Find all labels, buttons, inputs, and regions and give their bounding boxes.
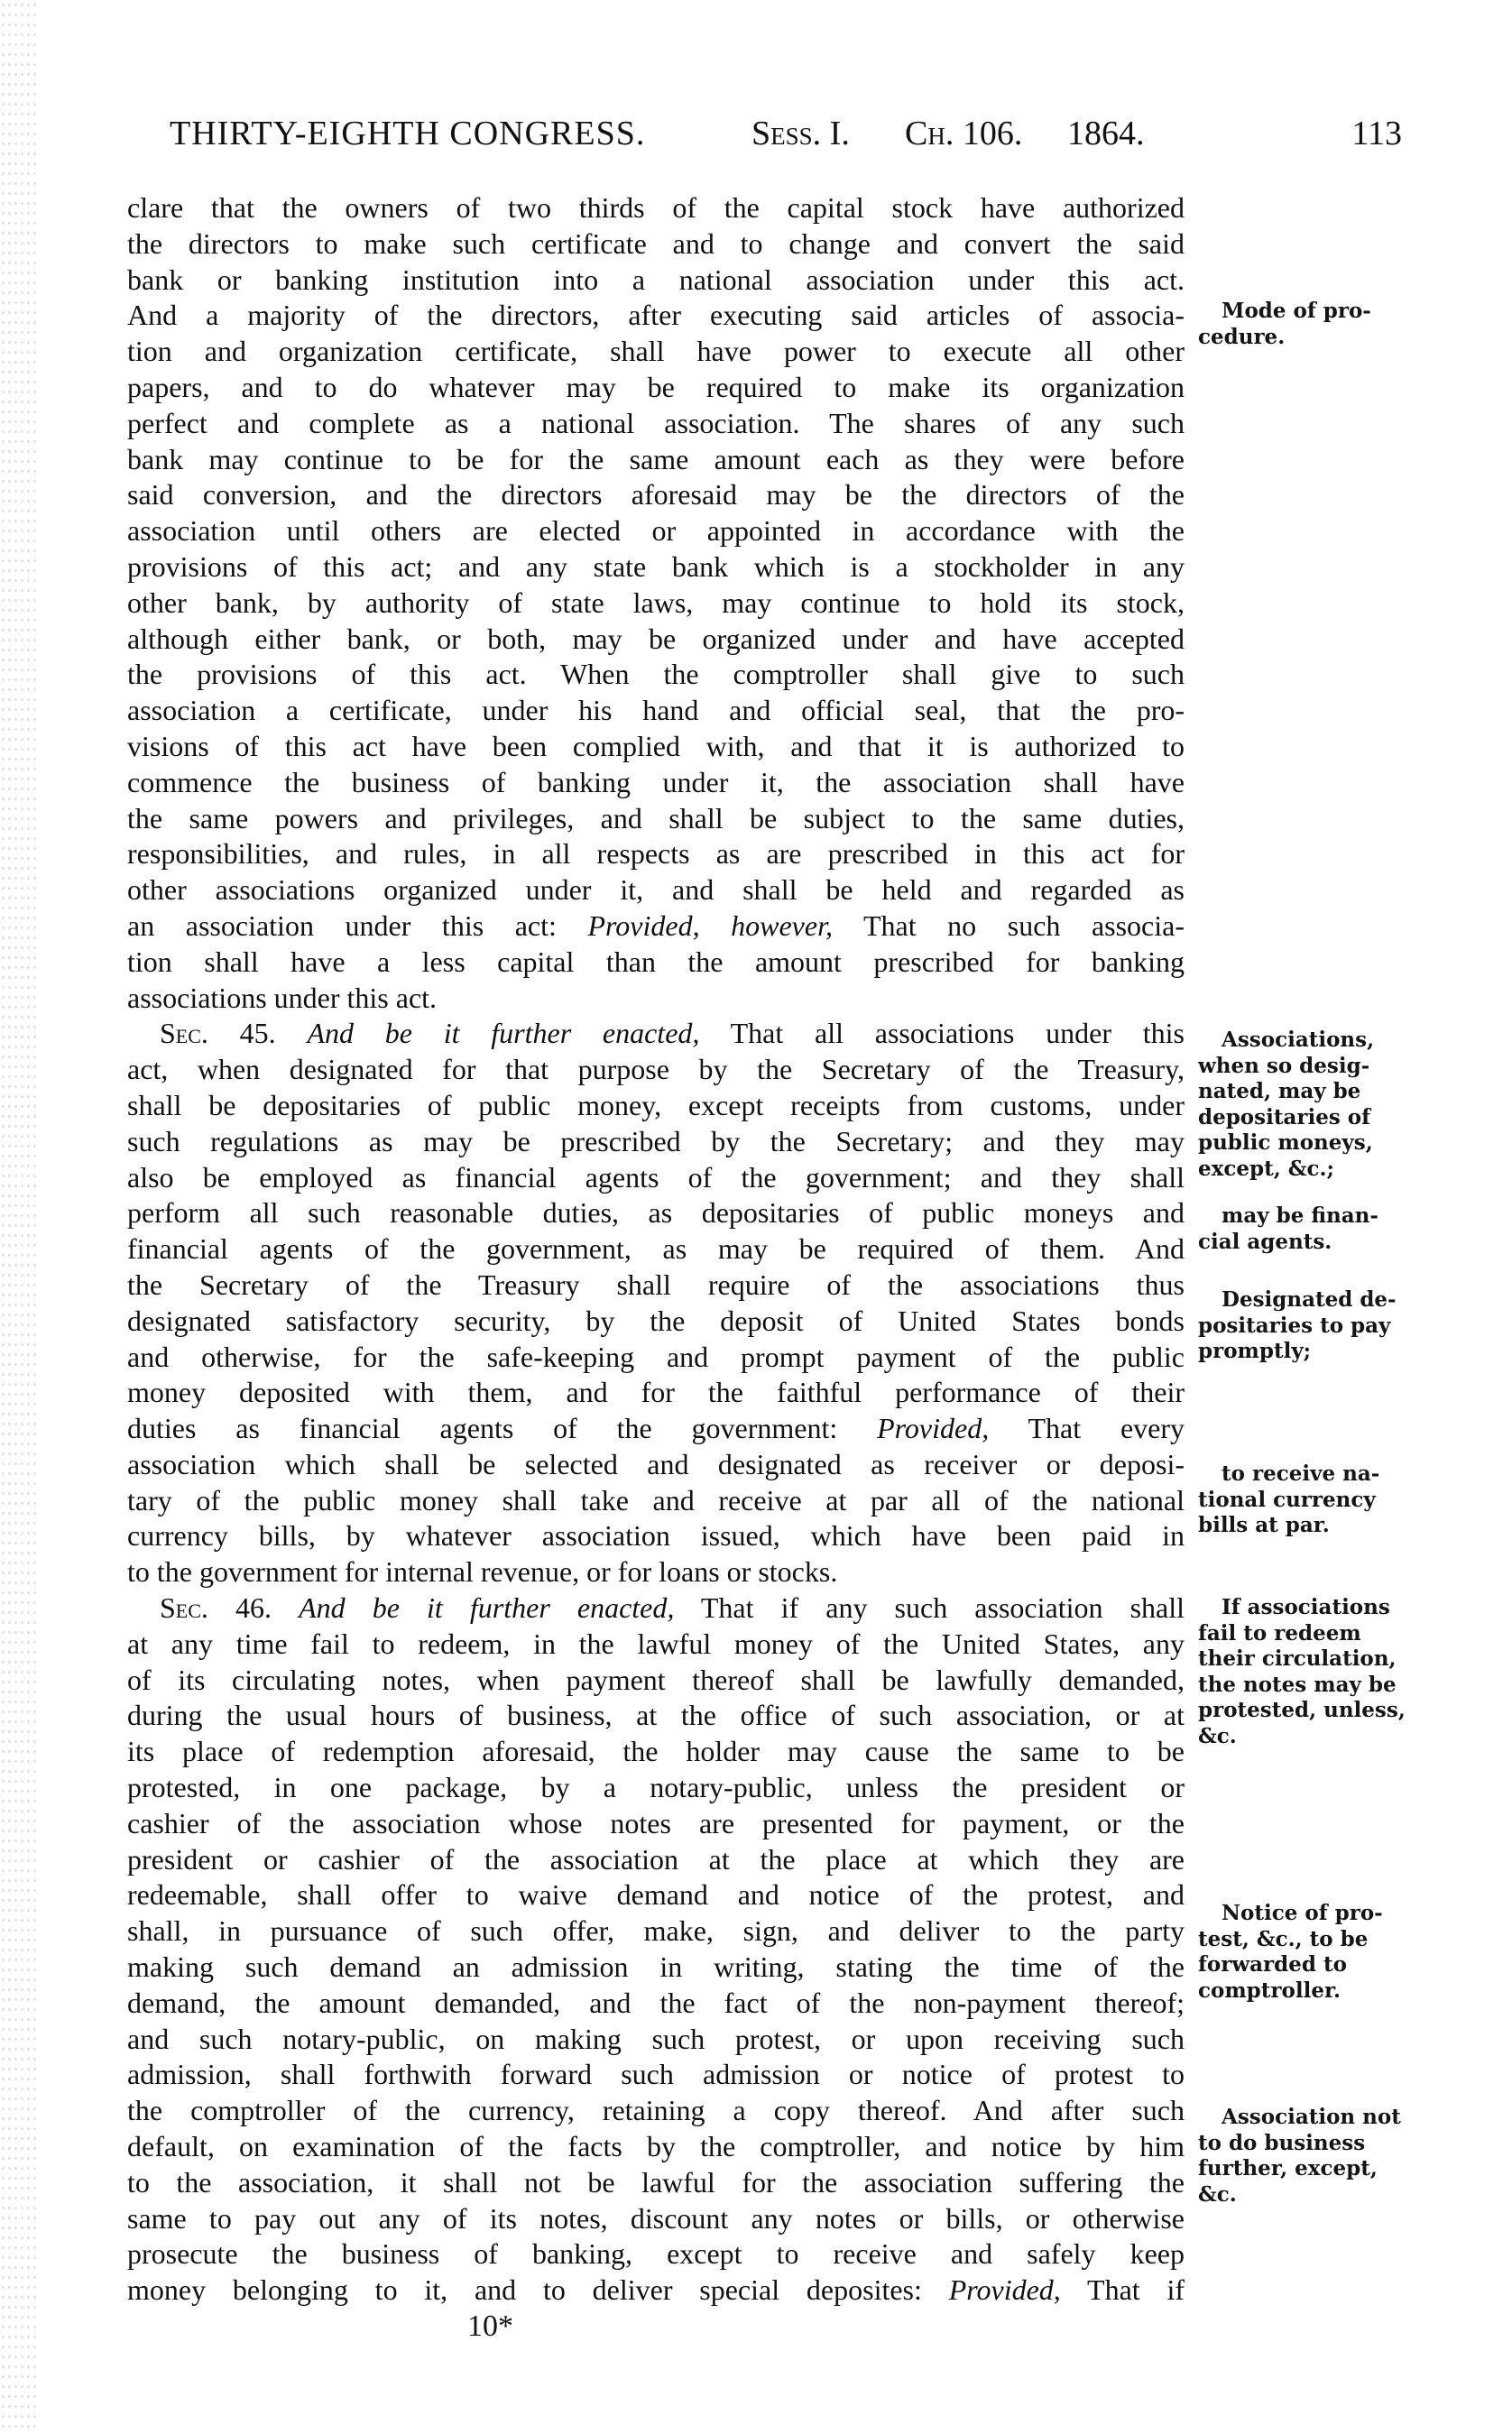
- header-year: 1864.: [1067, 115, 1145, 152]
- text-line: visions of this act have been complied with, and that it is authorized to: [127, 729, 1185, 762]
- text-line: admission, shall forthwith forward such admission or notice of protest to: [127, 2058, 1185, 2091]
- scan-edge-noise: [0, 0, 36, 2434]
- text-line: bank or banking institution into a national association under this act.: [127, 263, 1185, 296]
- note-line: Notice of pro-: [1222, 1901, 1383, 1925]
- text-line: responsibilities, and rules, in all respects as are prescribed in this act for: [127, 837, 1185, 871]
- line-text: money belonging to it, and to deliver special deposites:: [127, 2273, 949, 2307]
- line-text: duties as financial agents of the government:: [127, 1412, 878, 1445]
- text-line: default, on examination of the facts by the comptroller, and notice by him: [127, 2130, 1185, 2163]
- text-line: prosecute the business of banking, except to receive and safely keep: [127, 2237, 1185, 2271]
- margin-note-designated-depositaries: [1198, 1287, 1424, 1365]
- header-session: Sess. I.: [751, 115, 850, 152]
- note-line: promptly;: [1198, 1339, 1312, 1363]
- text-line: although either bank, or both, may be organized under and have accepted: [127, 622, 1185, 655]
- text-line: of its circulating notes, when payment thereof shall be lawfully demanded,: [127, 1663, 1185, 1696]
- line-text: That if: [1060, 2273, 1185, 2307]
- line-text: That if any such association shall: [674, 1591, 1185, 1625]
- note-line: public moneys,: [1198, 1130, 1373, 1155]
- text-line: at any time fail to redeem, in the lawful money of the United States, any: [127, 1627, 1185, 1660]
- note-line: Association not: [1222, 2105, 1401, 2129]
- note-line: If associations: [1222, 1595, 1390, 1619]
- section-45-heading-line: [127, 1016, 1185, 1052]
- text-line: tion shall have a less capital than the amount prescribed for banking: [127, 945, 1185, 978]
- note-line: to receive na-: [1222, 1461, 1380, 1486]
- text-line: the comptroller of the currency, retaining a copy thereof. And after such: [127, 2094, 1185, 2127]
- margin-note-depositaries: [1198, 1028, 1424, 1182]
- margin-note-fail-to-redeem: [1198, 1595, 1424, 1749]
- text-line: same to pay out any of its notes, discount any notes or bills, or otherwise: [127, 2201, 1185, 2235]
- enacting-clause: And be it further enacted,: [307, 1017, 700, 1050]
- text-line: such regulations as may be prescribed by the Secretary; and they may: [127, 1124, 1185, 1157]
- text-line: money deposited with them, and for the faithful performance of their: [127, 1376, 1185, 1409]
- note-line: except, &c.;: [1198, 1156, 1334, 1181]
- margin-note-notice-of-protest: [1198, 1901, 1424, 2004]
- text-line: protested, in one package, by a notary-public, unless the president or: [127, 1771, 1185, 1804]
- text-line: the directors to make such certificate and to change and convert the said: [127, 226, 1185, 260]
- text-line: redeemable, shall offer to waive demand and notice of the protest, and: [127, 1878, 1185, 1912]
- note-line: &c.: [1198, 2181, 1237, 2207]
- header-chapter: Ch. 106.: [905, 115, 1023, 152]
- text-line: during the usual hours of business, at the office of such association, or at: [127, 1699, 1185, 1732]
- statute-text: [127, 190, 1185, 2309]
- text-line: and such notary-public, on making such protest, or upon receiving such: [127, 2022, 1185, 2055]
- text-line: said conversion, and the directors aforesaid may be the directors of the: [127, 478, 1185, 512]
- enacting-clause: And be it further enacted,: [299, 1591, 675, 1625]
- note-line: Designated de-: [1222, 1287, 1397, 1312]
- note-line: the notes may be: [1198, 1672, 1397, 1697]
- line-text: That all associations under this: [699, 1017, 1185, 1050]
- text-line: association until others are elected or appointed in accordance with the: [127, 514, 1185, 548]
- text-line: to the association, it shall not be lawful for the association suffering the: [127, 2165, 1185, 2199]
- text-line: and otherwise, for the safe-keeping and prompt payment of the public: [127, 1340, 1185, 1373]
- text-line: tion and organization certificate, shall have power to execute all other: [127, 335, 1185, 368]
- note-line: positaries to pay: [1198, 1313, 1391, 1338]
- text-line: demand, the amount demanded, and the fact of the non-payment thereof;: [127, 1986, 1185, 2019]
- line-text: That every: [989, 1412, 1185, 1445]
- proviso-italic: Provided, however,: [587, 908, 833, 942]
- text-line: associations under this act.: [127, 981, 438, 1014]
- note-line: bills at par.: [1198, 1513, 1330, 1537]
- text-line: designated satisfactory security, by the deposit of United States bonds: [127, 1304, 1185, 1337]
- section-label: Sec. 45.: [160, 1017, 276, 1050]
- note-line: comptroller.: [1198, 1978, 1341, 2003]
- text-line: tary of the public money shall take and receive at par all of the national: [127, 1483, 1185, 1517]
- note-line: when so desig-: [1198, 1053, 1370, 1078]
- note-line: cedure.: [1198, 324, 1286, 349]
- text-line: provisions of this act; and any state bank which is a stockholder in any: [127, 549, 1185, 583]
- margin-note-currency-at-par: [1198, 1461, 1424, 1539]
- note-line: Mode of pro-: [1222, 299, 1371, 323]
- text-line-with-proviso: [127, 1411, 1185, 1447]
- text-line: to the government for internal revenue, or for loans or stocks.: [127, 1555, 838, 1589]
- note-line: cial agents.: [1198, 1229, 1332, 1254]
- section-46-heading-line: [127, 1590, 1185, 1627]
- note-line: Associations,: [1222, 1028, 1375, 1052]
- text-line: the provisions of this act. When the comptroller shall give to such: [127, 658, 1185, 691]
- page-number: 113: [1351, 115, 1402, 152]
- proviso-italic: Provided,: [877, 1412, 990, 1445]
- text-line: association which shall be selected and designated as receiver or deposi-: [127, 1447, 1185, 1480]
- note-line: forwarded to: [1198, 1952, 1347, 1977]
- text-line: making such demand an admission in writing, stating the time of the: [127, 1950, 1185, 1984]
- section-label: Sec. 46.: [160, 1591, 272, 1625]
- note-line: tional currency: [1198, 1487, 1376, 1512]
- text-line: also be employed as financial agents of the government; and they shall: [127, 1160, 1185, 1194]
- running-header: [170, 112, 1402, 155]
- proviso-italic: Provided,: [948, 2273, 1061, 2307]
- text-line: its place of redemption aforesaid, the holder may cause the same to be: [127, 1735, 1185, 1768]
- text-line: bank may continue to be for the same amount each as they were before: [127, 442, 1185, 475]
- note-line: depositaries of: [1198, 1104, 1371, 1129]
- text-line: other associations organized under it, and shall be held and regarded as: [127, 873, 1185, 907]
- line-text: an association under this act:: [127, 908, 588, 942]
- margin-note-mode-of-procedure: [1198, 299, 1424, 350]
- note-line: to do business: [1198, 2130, 1366, 2155]
- header-congress: THIRTY-EIGHTH CONGRESS.: [170, 115, 646, 152]
- note-line: fail to redeem: [1198, 1620, 1361, 1646]
- note-line: test, &c., to be: [1198, 1926, 1369, 1951]
- note-line: may be finan-: [1222, 1203, 1378, 1228]
- text-line: clare that the owners of two thirds of the capital stock have authorized: [127, 191, 1185, 224]
- note-line: further, except,: [1198, 2156, 1378, 2180]
- text-line: financial agents of the government, as may be required of them. And: [127, 1232, 1185, 1266]
- text-line: the Secretary of the Treasury shall require of the associations thus: [127, 1268, 1185, 1301]
- text-line: association a certificate, under his hand and official seal, that the pro-: [127, 694, 1185, 727]
- text-line-with-proviso: [127, 908, 1185, 945]
- line-text: That no such associa-: [833, 908, 1185, 942]
- note-line: &c.: [1198, 1723, 1237, 1748]
- text-line: other bank, by authority of state laws, may continue to hold its stock,: [127, 585, 1185, 619]
- note-line: protested, unless,: [1198, 1698, 1406, 1722]
- text-line: commence the business of banking under it, the association shall have: [127, 765, 1185, 798]
- signature-mark: 10*: [467, 2310, 513, 2343]
- text-line: currency bills, by whatever association issued, which have been paid in: [127, 1519, 1185, 1553]
- text-line: the same powers and privileges, and shall be subject to the same duties,: [127, 801, 1185, 834]
- text-line: perfect and complete as a national association. The shares of any such: [127, 406, 1185, 439]
- text-line: papers, and to do whatever may be required to make its organization: [127, 370, 1185, 403]
- text-line: perform all such reasonable duties, as depositaries of public moneys and: [127, 1196, 1185, 1230]
- margin-note-no-further-business: [1198, 2105, 1424, 2208]
- note-line: their circulation,: [1198, 1646, 1397, 1671]
- note-line: nated, may be: [1198, 1079, 1361, 1103]
- text-line: president or cashier of the association at the place at which they are: [127, 1842, 1185, 1876]
- text-line: act, when designated for that purpose by the Secretary of the Treasury,: [127, 1053, 1185, 1086]
- text-line: cashier of the association whose notes are presented for payment, or the: [127, 1806, 1185, 1839]
- text-line: And a majority of the directors, after executing said articles of associa-: [127, 299, 1185, 332]
- text-line: shall be depositaries of public money, except receipts from customs, under: [127, 1088, 1185, 1121]
- margin-note-financial-agents: [1198, 1203, 1424, 1255]
- text-line: shall, in pursuance of such offer, make, sign, and deliver to the party: [127, 1914, 1185, 1948]
- text-line-with-proviso: [127, 2273, 1185, 2309]
